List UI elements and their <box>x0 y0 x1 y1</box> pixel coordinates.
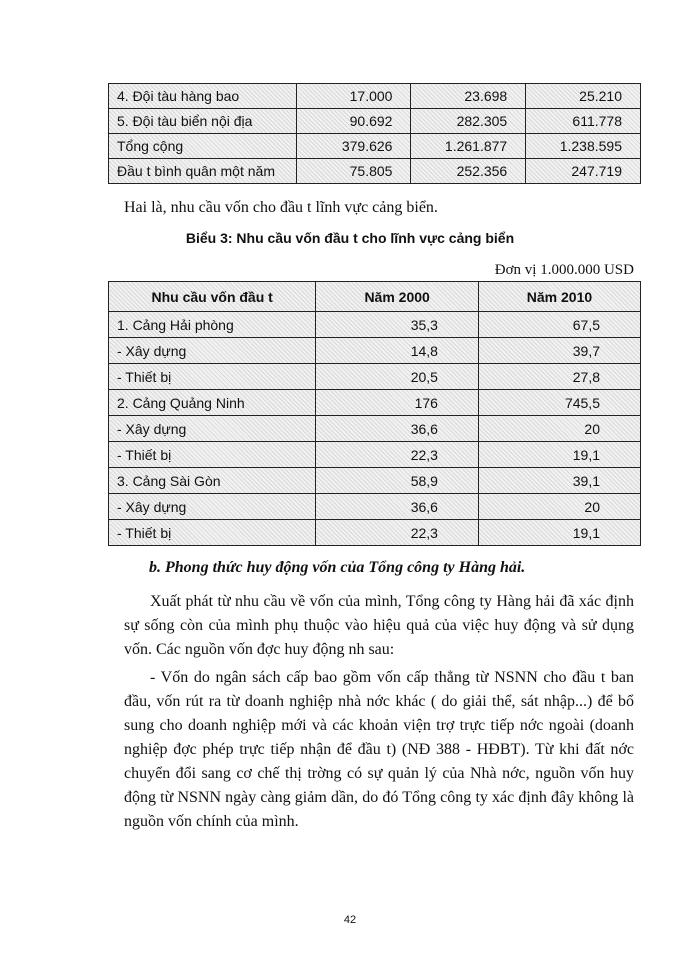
cell-value: 379.626 <box>297 134 411 159</box>
page-number: 42 <box>343 914 357 926</box>
cell-value: 20 <box>478 416 640 442</box>
cell-value: 20 <box>478 494 640 520</box>
row-label: - Xây dựng <box>109 338 316 364</box>
cell-value: 745,5 <box>478 390 640 416</box>
table-row <box>109 109 641 134</box>
row-label: - Thiết bị <box>109 520 316 546</box>
table-row <box>109 134 641 159</box>
row-label: 1. Cảng Hải phòng <box>109 312 316 338</box>
table-row <box>109 468 641 494</box>
row-label: - Xây dựng <box>109 416 316 442</box>
row-label: 3. Cảng Sài Gòn <box>109 468 316 494</box>
cell-value: 19,1 <box>478 442 640 468</box>
cell-value: 22,3 <box>316 520 479 546</box>
column-header: Năm 2010 <box>478 282 640 312</box>
table-row <box>109 416 641 442</box>
cell-value: 1.261.877 <box>411 134 526 159</box>
column-header: Nhu cầu vốn đầu t <box>109 282 316 312</box>
cell-value: 14,8 <box>316 338 479 364</box>
table-row <box>109 159 641 184</box>
table-row <box>109 84 641 109</box>
cell-value: 19,1 <box>478 520 640 546</box>
paragraph-1: Xuất phát từ nhu cầu về vốn của mình, Tổng công ty Hàng hải đã xác định sự sống còn của mình phụ thuộc vào hiệu quả của việc huy động và sử dụng vốn. Các nguồn vốn đợc huy động nh sau: <box>124 593 634 658</box>
row-label: Tổng cộng <box>109 134 297 159</box>
row-label: - Thiết bị <box>109 442 316 468</box>
table-header-row <box>109 282 641 312</box>
row-label: 4. Đội tàu hàng bao <box>109 84 297 109</box>
investment-table-continued <box>108 83 641 184</box>
port-investment-table <box>108 281 641 546</box>
paragraph-2: - Vốn do ngân sách cấp bao gồm vốn cấp thẳng từ NSNN cho đầu t ban đầu, vốn rút ra từ doanh nghiệp nhà nớc khác ( do giải thể, sát nhập...) để bổ sung cho doanh nghiệp mới và các khoản viện trợ trực tiếp nớc ngoài (doanh nghiệp đợc phép trực tiếp nhận để đầu t) (NĐ 388 - HĐBT). Từ khi đất nớc chuyển đổi sang cơ chế thị trờng có sự quản lý của Nhà nớc, nguồn vốn huy động từ NSNN ngày càng giảm dần, do đó Tổng công ty xác định đây không là nguồn vốn chính của mình. <box>124 669 634 830</box>
cell-value: 17.000 <box>297 84 411 109</box>
row-label: - Thiết bị <box>109 364 316 390</box>
row-label: - Xây dựng <box>109 494 316 520</box>
cell-value: 282.305 <box>411 109 526 134</box>
cell-value: 90.692 <box>297 109 411 134</box>
cell-value: 27,8 <box>478 364 640 390</box>
table-caption: Biểu 3: Nhu cầu vốn đầu t cho lĩnh vực cảng biển <box>185 230 515 246</box>
cell-value: 22,3 <box>316 442 479 468</box>
cell-value: 1.238.595 <box>526 134 641 159</box>
table-row <box>109 364 641 390</box>
table-row <box>109 494 641 520</box>
table-row <box>109 338 641 364</box>
cell-value: 20,5 <box>316 364 479 390</box>
cell-value: 252.356 <box>411 159 526 184</box>
section-subheading: b. Phong thức huy động vốn của Tổng công ty Hàng hải. <box>149 559 526 576</box>
intro-line: Hai là, nhu cầu vốn cho đầu t lĩnh vực cảng biển. <box>124 199 438 216</box>
row-label: 5. Đội tàu biển nội địa <box>109 109 297 134</box>
row-label: 2. Cảng Quảng Ninh <box>109 390 316 416</box>
cell-value: 611.778 <box>526 109 641 134</box>
cell-value: 176 <box>316 390 479 416</box>
unit-label: Đơn vị 1.000.000 USD <box>494 262 634 278</box>
cell-value: 58,9 <box>316 468 479 494</box>
cell-value: 36,6 <box>316 494 479 520</box>
table-row <box>109 312 641 338</box>
cell-value: 23.698 <box>411 84 526 109</box>
table-row <box>109 442 641 468</box>
cell-value: 35,3 <box>316 312 479 338</box>
cell-value: 36,6 <box>316 416 479 442</box>
column-header: Năm 2000 <box>316 282 479 312</box>
table-row <box>109 520 641 546</box>
cell-value: 25.210 <box>526 84 641 109</box>
cell-value: 39,1 <box>478 468 640 494</box>
cell-value: 39,7 <box>478 338 640 364</box>
cell-value: 75.805 <box>297 159 411 184</box>
cell-value: 247.719 <box>526 159 641 184</box>
row-label: Đầu t bình quân một năm <box>109 159 297 184</box>
table-row <box>109 390 641 416</box>
cell-value: 67,5 <box>478 312 640 338</box>
